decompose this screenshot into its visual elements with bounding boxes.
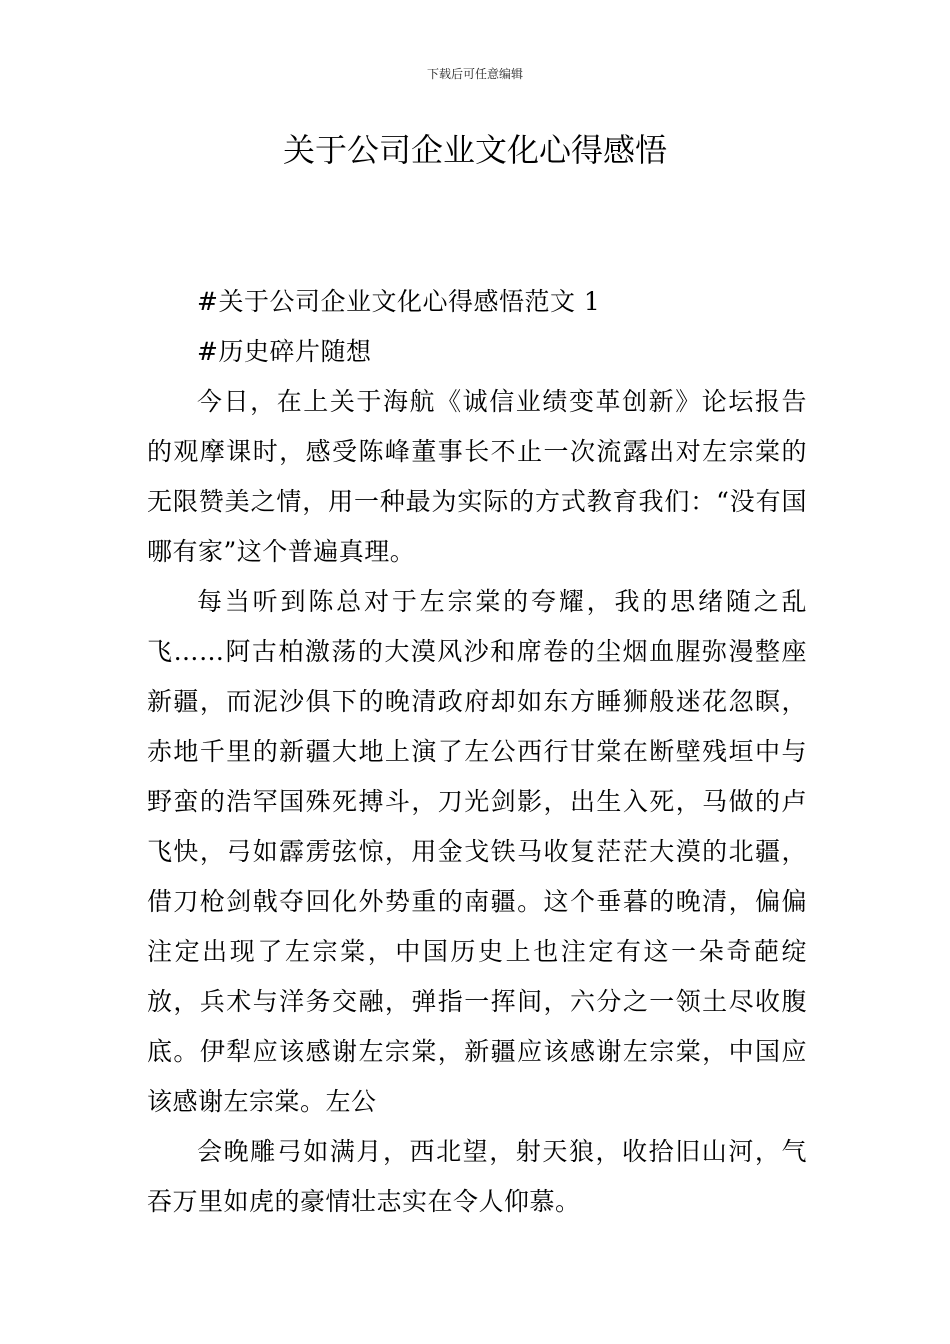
paragraph: 每当听到陈总对于左宗棠的夸耀，我的思绪随之乱飞……阿古柏激荡的大漠风沙和席卷的尘烟血腥弥漫整座新疆，而泥沙俱下的晚清政府却如东方睡狮般迷花忽瞑，赤地千里的新疆大地上演了左公西行甘棠在断壁残垣中与野蛮的浩罕国殊死搏斗，刀光剑影，出生入死，马做的卢飞快，弓如霹雳弦惊，用金戈铁马收复茫茫大漠的北疆，借刀枪剑戟夺回化外势重的南疆。这个垂暮的晚清，偏偏注定出现了左宗棠，中国历史上也注定有这一朵奇葩绽放，兵术与洋务交融，弹指一挥间，六分之一领土尽收腹底。伊犁应该感谢左宗棠，新疆应该感谢左宗棠，中国应该感谢左宗棠。左公 — [147, 587, 807, 1116]
paragraph: 会晚雕弓如满月，西北望，射天狼，收拾旧山河，气吞万里如虎的豪情壮志实在令人仰慕。 — [147, 1137, 807, 1216]
document-body — [147, 277, 807, 1227]
paragraph: 今日，在上关于海航《诚信业绩变革创新》论坛报告的观摩课时，感受陈峰董事长不止一次流露出对左宗棠的无限赞美之情，用一种最为实际的方式教育我们：“没有国哪有家”这个普遍真理。 — [147, 387, 807, 566]
document-title: 关于公司企业文化心得感悟 — [282, 131, 667, 169]
paragraph-heading-2: #历史碎片随想 — [197, 337, 372, 366]
paragraph-heading-1: #关于公司企业文化心得感悟范文 1 — [197, 287, 601, 316]
header-note: 下载后可任意编辑 — [426, 67, 523, 81]
